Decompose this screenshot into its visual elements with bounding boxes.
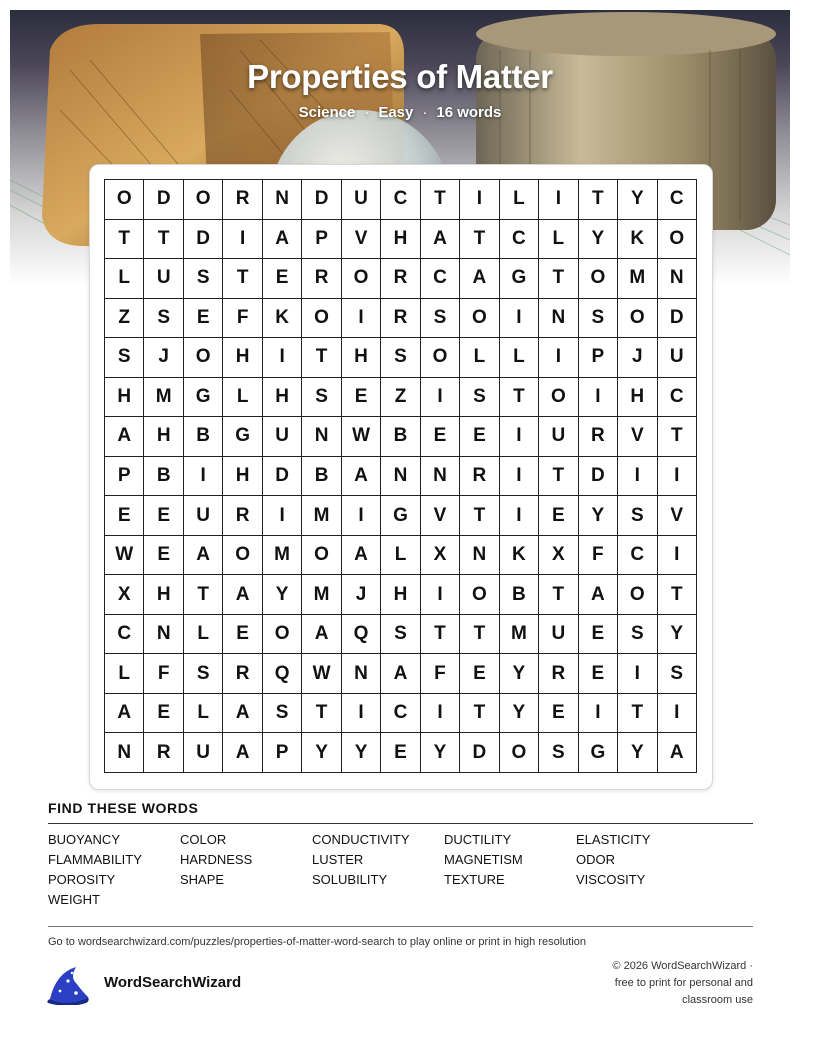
grid-cell: I (500, 299, 539, 339)
grid-cell: A (421, 220, 460, 260)
grid-cell: L (223, 378, 262, 418)
grid-cell: B (184, 417, 223, 457)
word-list-item: POROSITY (48, 872, 116, 887)
grid-cell: O (302, 536, 341, 576)
grid-cell: T (658, 575, 697, 615)
grid-cell: G (500, 259, 539, 299)
grid-cell: P (105, 457, 144, 497)
grid-cell: Y (500, 654, 539, 694)
word-list-item: COLOR (180, 832, 227, 847)
grid-cell: O (342, 259, 381, 299)
grid-cell: Y (342, 733, 381, 773)
grid-cell: A (223, 694, 262, 734)
grid-cell: T (421, 180, 460, 220)
grid-cell: G (381, 496, 420, 536)
grid-cell: S (105, 338, 144, 378)
grid-cell: T (302, 694, 341, 734)
grid-cell: E (144, 536, 183, 576)
grid-cell: A (302, 615, 341, 655)
grid-cell: G (223, 417, 262, 457)
grid-cell: O (223, 536, 262, 576)
grid-cell: L (105, 654, 144, 694)
grid-cell: T (460, 615, 499, 655)
grid-cell: I (539, 180, 578, 220)
brand-name: WordSearchWizard (104, 974, 242, 991)
grid-cell: R (460, 457, 499, 497)
word-list-item: BUOYANCY (48, 832, 120, 847)
grid-cell: F (421, 654, 460, 694)
grid-cell: L (105, 259, 144, 299)
grid-cell: E (579, 615, 618, 655)
grid-cell: I (500, 457, 539, 497)
grid-cell: S (302, 378, 341, 418)
grid-cell: L (184, 694, 223, 734)
grid-cell: Y (618, 733, 657, 773)
grid-cell: O (539, 378, 578, 418)
word-list-item: TEXTURE (444, 872, 505, 887)
word-list-item: DUCTILITY (444, 832, 512, 847)
word-list-item: WEIGHT (48, 892, 100, 907)
word-list-heading: FIND THESE WORDS (48, 800, 199, 816)
letter-grid (104, 179, 697, 773)
grid-cell: M (302, 575, 341, 615)
grid-cell: H (263, 378, 302, 418)
grid-cell: T (302, 338, 341, 378)
grid-cell: T (579, 180, 618, 220)
grid-cell: I (500, 496, 539, 536)
grid-cell: C (500, 220, 539, 260)
grid-cell: X (105, 575, 144, 615)
grid-cell: I (342, 496, 381, 536)
grid-cell: O (618, 575, 657, 615)
grid-cell: F (223, 299, 262, 339)
grid-cell: N (539, 299, 578, 339)
grid-cell: X (539, 536, 578, 576)
grid-cell: I (421, 378, 460, 418)
grid-cell: A (342, 457, 381, 497)
grid-cell: U (184, 733, 223, 773)
grid-cell: T (539, 457, 578, 497)
grid-cell: G (184, 378, 223, 418)
grid-cell: Y (579, 220, 618, 260)
grid-cell: H (144, 575, 183, 615)
grid-cell: H (381, 220, 420, 260)
word-list-item: HARDNESS (180, 852, 253, 867)
grid-cell: S (618, 496, 657, 536)
grid-cell: C (618, 536, 657, 576)
grid-cell: E (539, 496, 578, 536)
page-title: Properties of Matter (247, 58, 553, 95)
grid-cell: T (223, 259, 262, 299)
grid-cell: L (500, 338, 539, 378)
grid-cell: I (184, 457, 223, 497)
grid-cell: L (460, 338, 499, 378)
grid-cell: P (302, 220, 341, 260)
word-list-item: ODOR (576, 852, 615, 867)
grid-cell: U (539, 417, 578, 457)
grid-cell: U (184, 496, 223, 536)
grid-cell: S (460, 378, 499, 418)
grid-cell: L (500, 180, 539, 220)
grid-cell: Y (421, 733, 460, 773)
grid-cell: E (144, 694, 183, 734)
grid-cell: I (618, 457, 657, 497)
grid-cell: F (144, 654, 183, 694)
difficulty-label: Easy (378, 104, 414, 121)
word-list-item: SHAPE (180, 872, 225, 887)
grid-cell: Q (263, 654, 302, 694)
grid-cell: T (500, 378, 539, 418)
grid-cell: M (618, 259, 657, 299)
grid-cell: U (658, 338, 697, 378)
grid-cell: D (184, 220, 223, 260)
grid-cell: A (184, 536, 223, 576)
grid-cell: K (500, 536, 539, 576)
grid-cell: B (381, 417, 420, 457)
grid-cell: I (579, 378, 618, 418)
grid-cell: W (342, 417, 381, 457)
grid-cell: I (223, 220, 262, 260)
grid-cell: I (263, 338, 302, 378)
grid-cell: A (342, 536, 381, 576)
grid-cell: Y (302, 733, 341, 773)
grid-cell: K (618, 220, 657, 260)
word-list-item: LUSTER (312, 852, 364, 867)
grid-cell: R (381, 259, 420, 299)
grid-cell: R (144, 733, 183, 773)
grid-cell: S (184, 654, 223, 694)
grid-cell: C (105, 615, 144, 655)
grid-cell: H (618, 378, 657, 418)
word-count-label: 16 words (436, 104, 502, 121)
grid-cell: H (223, 457, 262, 497)
grid-cell: C (658, 180, 697, 220)
grid-cell: C (421, 259, 460, 299)
grid-cell: X (421, 536, 460, 576)
grid-cell: V (618, 417, 657, 457)
grid-cell: T (460, 496, 499, 536)
grid-cell: A (223, 733, 262, 773)
grid-cell: V (658, 496, 697, 536)
grid-cell: I (500, 417, 539, 457)
word-list-item: VISCOSITY (576, 872, 646, 887)
grid-cell: N (263, 180, 302, 220)
grid-cell: S (539, 733, 578, 773)
grid-cell: I (658, 457, 697, 497)
grid-cell: O (184, 180, 223, 220)
grid-cell: I (618, 654, 657, 694)
grid-cell: M (500, 615, 539, 655)
grid-cell: S (421, 299, 460, 339)
grid-cell: I (342, 694, 381, 734)
grid-cell: D (263, 457, 302, 497)
grid-cell: S (618, 615, 657, 655)
grid-cell: T (460, 220, 499, 260)
grid-cell: C (381, 694, 420, 734)
grid-cell: L (381, 536, 420, 576)
grid-cell: I (658, 536, 697, 576)
grid-cell: A (105, 694, 144, 734)
copyright-notice (553, 958, 753, 1009)
grid-cell: N (460, 536, 499, 576)
grid-cell: N (381, 457, 420, 497)
grid-cell: E (579, 654, 618, 694)
grid-cell: A (658, 733, 697, 773)
grid-cell: J (144, 338, 183, 378)
grid-cell: B (144, 457, 183, 497)
grid-cell: D (144, 180, 183, 220)
grid-cell: U (539, 615, 578, 655)
grid-cell: N (302, 417, 341, 457)
grid-cell: W (105, 536, 144, 576)
play-online-text: Go to wordsearchwizard.com/puzzles/properties-of-matter-word-search to play online or print in high resolution (48, 936, 587, 948)
grid-cell: D (302, 180, 341, 220)
grid-cell: M (302, 496, 341, 536)
grid-cell: O (105, 180, 144, 220)
grid-cell: H (223, 338, 262, 378)
grid-cell: E (263, 259, 302, 299)
grid-cell: B (302, 457, 341, 497)
copyright-line: classroom use (682, 994, 753, 1006)
grid-cell: E (460, 654, 499, 694)
grid-cell: T (658, 417, 697, 457)
grid-cell: E (184, 299, 223, 339)
grid-cell: E (105, 496, 144, 536)
grid-cell: Y (658, 615, 697, 655)
grid-cell: P (579, 338, 618, 378)
grid-cell: O (184, 338, 223, 378)
grid-cell: K (263, 299, 302, 339)
grid-cell: Y (618, 180, 657, 220)
grid-cell: U (342, 180, 381, 220)
word-list-item: MAGNETISM (444, 852, 523, 867)
grid-cell: F (579, 536, 618, 576)
grid-cell: E (144, 496, 183, 536)
grid-cell: C (658, 378, 697, 418)
grid-cell: R (223, 180, 262, 220)
grid-cell: D (460, 733, 499, 773)
grid-cell: A (579, 575, 618, 615)
grid-cell: S (144, 299, 183, 339)
grid-cell: Y (500, 694, 539, 734)
copyright-line: © 2026 WordSearchWizard · (612, 960, 753, 972)
grid-cell: N (105, 733, 144, 773)
meta-separator: · (364, 104, 370, 121)
meta-separator: · (422, 104, 428, 121)
divider (48, 926, 753, 927)
grid-cell: E (539, 694, 578, 734)
grid-cell: R (381, 299, 420, 339)
grid-cell: O (500, 733, 539, 773)
word-list-item: FLAMMABILITY (48, 852, 142, 867)
grid-cell: U (144, 259, 183, 299)
grid-cell: I (421, 694, 460, 734)
grid-cell: H (381, 575, 420, 615)
grid-cell: Y (263, 575, 302, 615)
grid-cell: B (500, 575, 539, 615)
grid-cell: O (421, 338, 460, 378)
grid-cell: R (579, 417, 618, 457)
grid-cell: N (342, 654, 381, 694)
wizard-hat-icon (46, 963, 92, 1005)
grid-cell: R (223, 654, 262, 694)
grid-cell: T (539, 575, 578, 615)
grid-cell: I (579, 694, 618, 734)
grid-cell: Y (579, 496, 618, 536)
grid-cell: T (618, 694, 657, 734)
grid-cell: O (460, 575, 499, 615)
word-list-item: CONDUCTIVITY (312, 832, 410, 847)
grid-cell: S (658, 654, 697, 694)
grid-cell: A (460, 259, 499, 299)
grid-cell: S (381, 615, 420, 655)
grid-cell: D (579, 457, 618, 497)
grid-cell: I (421, 575, 460, 615)
grid-cell: E (342, 378, 381, 418)
grid-cell: R (539, 654, 578, 694)
grid-cell: G (579, 733, 618, 773)
grid-cell: H (105, 378, 144, 418)
grid-cell: S (381, 338, 420, 378)
grid-cell: Q (342, 615, 381, 655)
puzzle-meta (0, 104, 800, 121)
grid-cell: A (263, 220, 302, 260)
grid-cell: O (302, 299, 341, 339)
grid-cell: T (460, 694, 499, 734)
grid-cell: J (342, 575, 381, 615)
grid-cell: D (658, 299, 697, 339)
grid-cell: N (144, 615, 183, 655)
grid-cell: H (342, 338, 381, 378)
grid-cell: N (658, 259, 697, 299)
grid-cell: S (263, 694, 302, 734)
grid-cell: E (460, 417, 499, 457)
grid-cell: L (184, 615, 223, 655)
grid-cell: A (223, 575, 262, 615)
divider (48, 823, 753, 824)
grid-cell: U (263, 417, 302, 457)
grid-cell: I (658, 694, 697, 734)
grid-cell: A (105, 417, 144, 457)
copyright-line: free to print for personal and (614, 977, 753, 989)
grid-cell: O (263, 615, 302, 655)
grid-cell: L (539, 220, 578, 260)
grid-cell: I (342, 299, 381, 339)
grid-cell: O (579, 259, 618, 299)
grid-cell: H (144, 417, 183, 457)
grid-cell: Z (381, 378, 420, 418)
grid-cell: C (381, 180, 420, 220)
grid-cell: T (105, 220, 144, 260)
grid-cell: R (223, 496, 262, 536)
grid-cell: V (342, 220, 381, 260)
grid-cell: R (302, 259, 341, 299)
grid-cell: E (421, 417, 460, 457)
word-list (48, 832, 753, 908)
grid-cell: W (302, 654, 341, 694)
grid-cell: O (658, 220, 697, 260)
grid-cell: O (618, 299, 657, 339)
grid-cell: T (539, 259, 578, 299)
grid-cell: I (539, 338, 578, 378)
grid-cell: M (263, 536, 302, 576)
grid-cell: T (184, 575, 223, 615)
word-list-item: SOLUBILITY (312, 872, 388, 887)
grid-cell: V (421, 496, 460, 536)
grid-cell: Z (105, 299, 144, 339)
grid-cell: E (223, 615, 262, 655)
grid-cell: S (579, 299, 618, 339)
grid-cell: I (263, 496, 302, 536)
grid-cell: A (381, 654, 420, 694)
subject-label: Science (298, 104, 356, 121)
grid-cell: P (263, 733, 302, 773)
grid-cell: T (421, 615, 460, 655)
grid-cell: T (144, 220, 183, 260)
grid-cell: J (618, 338, 657, 378)
grid-cell: I (460, 180, 499, 220)
grid-cell: O (460, 299, 499, 339)
grid-cell: S (184, 259, 223, 299)
grid-cell: E (381, 733, 420, 773)
grid-cell: N (421, 457, 460, 497)
grid-cell: M (144, 378, 183, 418)
word-list-item: ELASTICITY (576, 832, 651, 847)
